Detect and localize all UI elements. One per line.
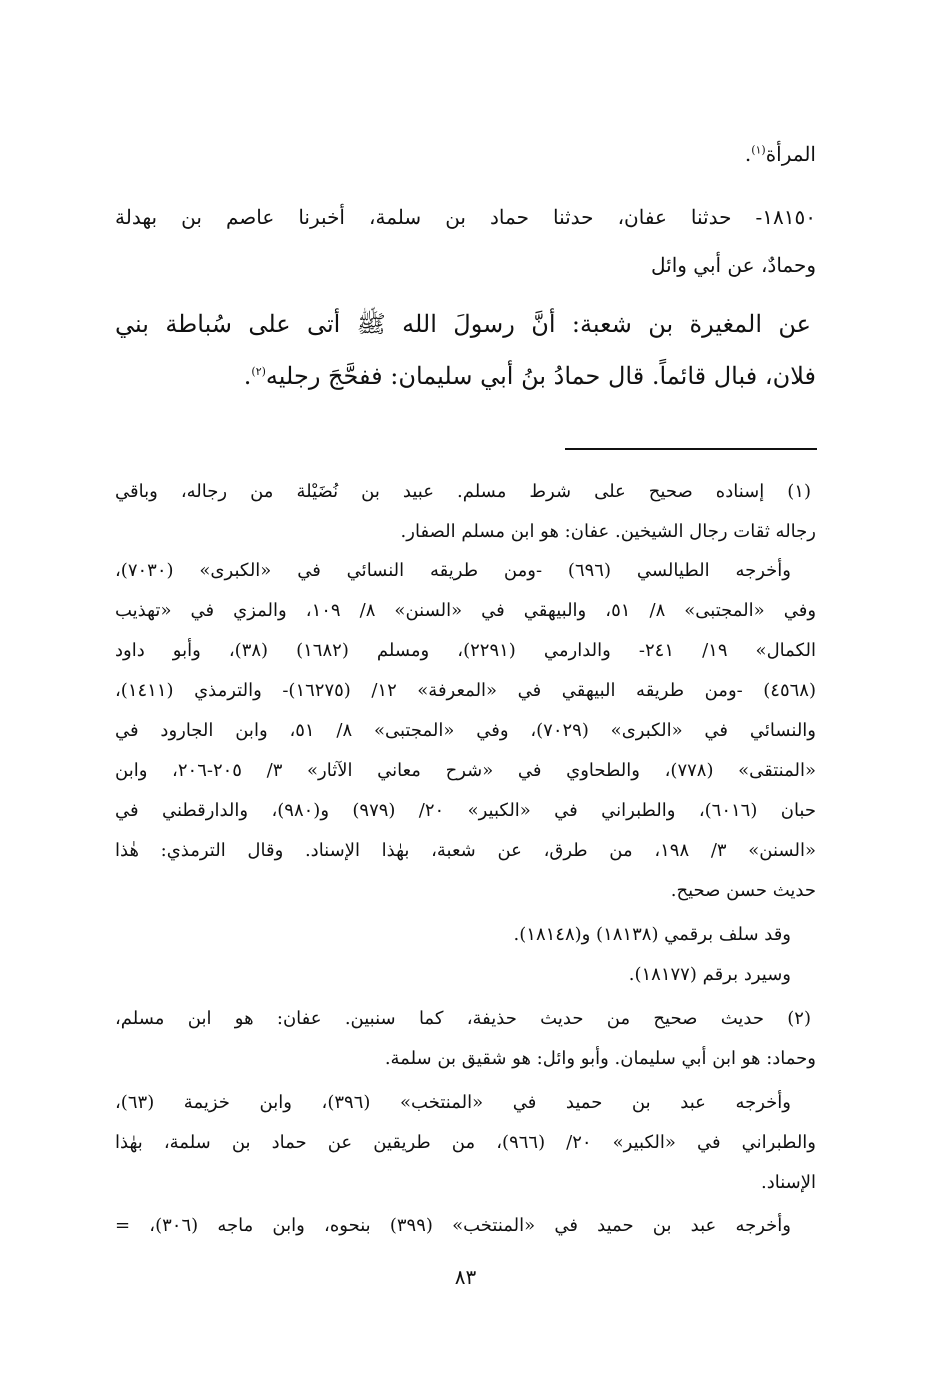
- footnote-line: «السنن» ٣/ ١٩٨، من طرق، عن شعبة، بهٰذا الإسناد. وقال الترمذي: هٰذا: [115, 840, 816, 861]
- footnote-line: وأخرجه عبد بن حميد في «المنتخب» (٣٩٩) بنحوه، وابن ماجه (٣٠٦)، =: [115, 1215, 792, 1236]
- footnote-line: (٤٥٦٨) -ومن طريقه البيهقي في «المعرفة» ١٢/ (١٦٢٧٥)- والترمذي (١٤١١)،: [115, 680, 816, 701]
- footnote-ref-2: (٢): [251, 365, 266, 378]
- footnote-line: وأخرجه الطيالسي (٦٩٦) -ومن طريقه النسائي في «الكبرى» (٧٠٣٠)،: [115, 560, 791, 581]
- main-text-punct: .: [744, 142, 752, 166]
- footnote-line: وحماد: هو ابن أبي سليمان. وأبو وائل: هو شقيق بن سلمة.: [384, 1048, 816, 1069]
- footnote-line: والنسائي في «الكبرى» (٧٠٢٩)، وفي «المجتبى» ٨/ ٥١، وابن الجارود في: [115, 720, 816, 741]
- footnote-line: (١) إسناده صحيح على شرط مسلم. عبيد بن نُضَيْلة من رجاله، وباقي: [115, 481, 811, 502]
- footnote-separator: [565, 448, 817, 450]
- footnote-line: وأخرجه عبد بن حميد في «المنتخب» (٣٩٦)، وابن خزيمة (٦٣)،: [115, 1092, 791, 1113]
- footnote-line: الإسناد.: [760, 1172, 816, 1193]
- page-number: ٨٣: [454, 1265, 477, 1289]
- main-text-word: المرأة: [765, 142, 816, 166]
- footnote-line: وقد سلف برقمي (١٨١٣٨) و(١٨١٤٨).: [513, 924, 791, 945]
- footnote-line: وسيرد برقم (١٨١٧٧).: [628, 964, 791, 985]
- footnote-line: (٢) حديث صحيح من حديث حذيفة، كما سنبين. عفان: هو ابن مسلم،: [115, 1008, 811, 1029]
- footnote-line: «المنتقى» (٧٧٨)، والطحاوي في «شرح معاني الآثار» ٣/ ٢٠٥-٢٠٦، وابن: [115, 760, 817, 781]
- footnote-line: حديث حسن صحيح.: [670, 880, 816, 901]
- main-text-line: [115, 142, 816, 166]
- footnote-line: الكمال» ١٩/ ٢٤١- والدارمي (٢٢٩١)، ومسلم (١٦٨٢) (٣٨)، وأبو داود: [115, 640, 816, 661]
- hadith-isnad-line-2: وحمادٌ، عن أبي وائل: [651, 253, 816, 277]
- footnote-line: رجاله ثقات رجال الشيخين. عفان: هو ابن مسلم الصفار.: [400, 521, 816, 542]
- footnote-line: حبان (٦٠١٦)، والطبراني في «الكبير» ٢٠/ (٩٧٩) و(٩٨٠)، والدارقطني في: [115, 800, 816, 821]
- hadith-isnad-line-1: ١٨١٥٠- حدثنا عفان، حدثنا حماد بن سلمة، أخبرنا عاصم بن بهدلة: [115, 205, 816, 229]
- hadith-matn-line-2: [115, 362, 816, 390]
- hadith-matn-line-1: عن المغيرة بن شعبة: أنَّ رسولَ الله ﷺ أتى على سُباطة بني: [115, 310, 811, 338]
- hadith-matn-punct: .: [243, 362, 252, 390]
- footnote-line: والطبراني في «الكبير» ٢٠/ (٩٦٦)، من طريقين عن حماد بن سلمة، بهٰذا: [115, 1132, 816, 1153]
- hadith-matn-text: فلان، فبال قائماً. قال حمادُ بنُ أبي سليمان: ففحَّجَ رجليه: [265, 362, 816, 390]
- footnote-ref-1: (١): [751, 143, 766, 157]
- footnote-line: وفي «المجتبى» ٨/ ٥١، والبيهقي في «السنن» ٨/ ١٠٩، والمزي في «تهذيب: [115, 600, 817, 621]
